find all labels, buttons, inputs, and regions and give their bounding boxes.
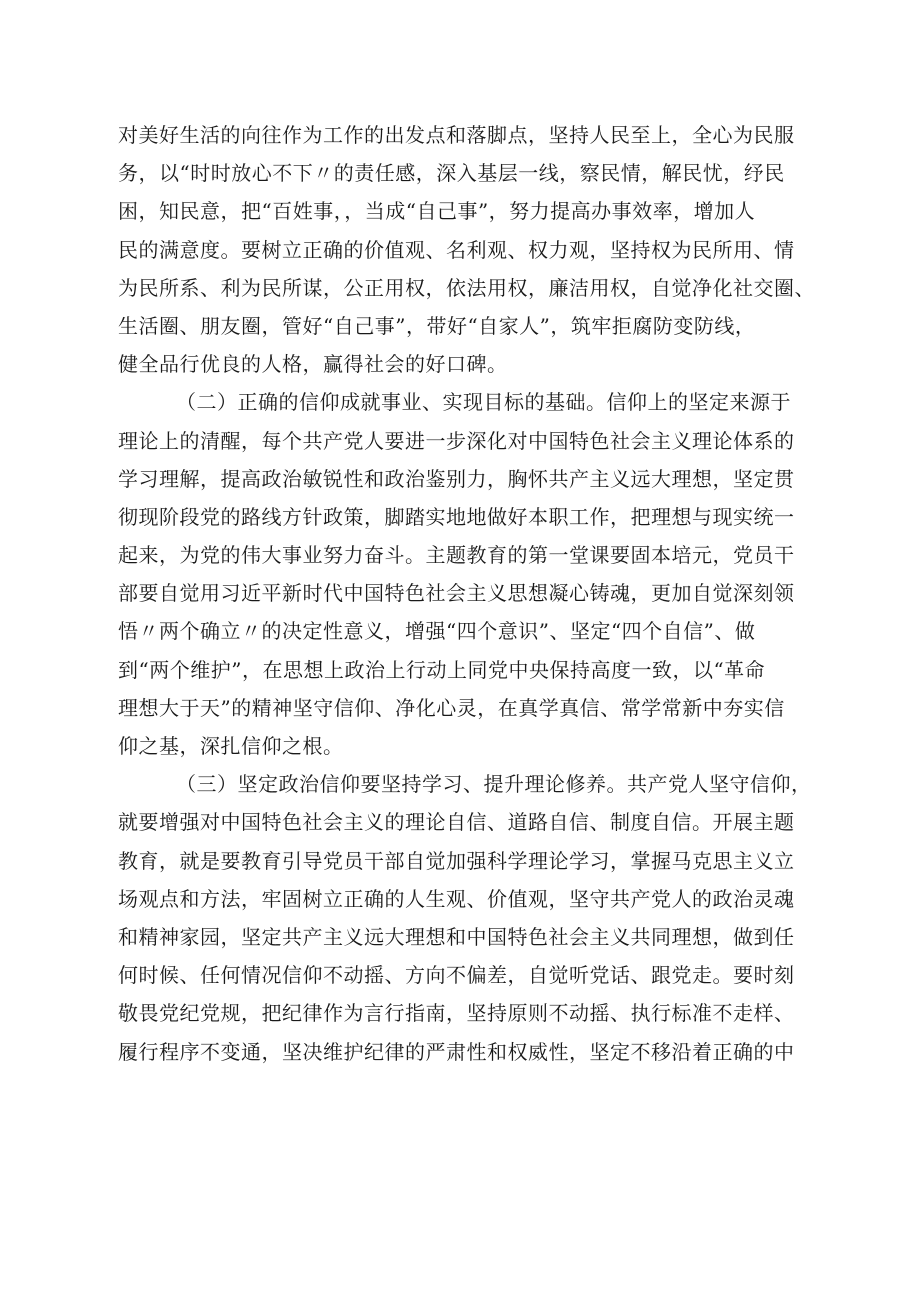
text-line: 场观点和方法，牢固树立正确的人生观、价值观，坚守共产党人的政治灵魂 xyxy=(118,886,795,911)
text-line: 健全品行优良的人格，赢得社会的好口碑。 xyxy=(118,352,508,377)
text-line: 彻现阶段党的路线方针政策，脚踏实地地做好本职工作，把理想与现实统一 xyxy=(118,504,795,529)
text-line: 学习理解，提高政治敏锐性和政治鉴别力，胸怀共产主义远大理想，坚定贯 xyxy=(118,466,795,491)
text-line: 教育，就是要教育引导党员干部自觉加强科学理论学习，掌握马克思主义立 xyxy=(118,848,795,873)
paragraph-3 xyxy=(118,765,818,1071)
text-line: 起来，为党的伟大事业努力奋斗。主题教育的第一堂课要固本培元，党员干 xyxy=(118,543,795,568)
text-line: 仰之基，深扎信仰之根。 xyxy=(118,734,344,758)
text-line: 和精神家园，坚定共产主义远大理想和中国特色社会主义共同理想，做到任 xyxy=(118,924,795,949)
text-line: 困，知民意，把“百姓事，，当成“自己事”，努力提高办事效率，增加人 xyxy=(118,199,756,224)
text-line: 生活圈、朋友圈，管好“自己事”，带好“自家人”，筑牢拒腐防变防线， xyxy=(118,313,756,338)
text-line: 务，以“时时放心不下〃的责任感，深入基层一线，察民情，解民忧，纾民 xyxy=(118,161,785,186)
paragraph-2 xyxy=(118,383,818,765)
text-line: 理想大于天”的精神坚守信仰、净化心灵，在真学真信、常学常新中夯实信 xyxy=(118,695,785,720)
text-line: 敬畏党纪党规，把纪律作为言行指南，坚持原则不动摇、执行标准不走样、 xyxy=(118,1001,795,1026)
text-line: 民的满意度。要树立正确的价值观、名利观、权力观，坚持权为民所用、情 xyxy=(118,237,795,262)
text-line: 部要自觉用习近平新时代中国特色社会主义思想凝心铸魂，更加自觉深刻领 xyxy=(118,581,795,606)
paragraph-1 xyxy=(118,116,818,383)
document-body xyxy=(118,116,818,1071)
text-line: 理论上的清醒，每个共产党人要进一步深化对中国特色社会主义理论体系的 xyxy=(118,428,795,453)
text-line: 为民所系、利为民所谋，公正用权，依法用权，廉洁用权，自觉净化社交圈、 xyxy=(118,275,815,300)
text-line: （三）坚定政治信仰要坚持学习、提升理论修养。共产党人坚守信仰， xyxy=(176,772,812,797)
text-line: 履行程序不变通，坚决维护纪律的严肃性和权威性，坚定不移沿着正确的中 xyxy=(118,1039,795,1064)
text-line: 悟〃两个确立〃的决定性意义，增强“四个意识”、坚定“四个自信”、做 xyxy=(118,619,756,644)
text-line: （二）正确的信仰成就事业、实现目标的基础。信仰上的坚定来源于 xyxy=(176,390,791,415)
text-line: 何时候、任何情况信仰不动摇、方向不偏差，自觉听党话、跟党走。要时刻 xyxy=(118,963,795,988)
text-line: 就要增强对中国特色社会主义的理论自信、道路自信、制度自信。开展主题 xyxy=(118,810,795,835)
text-line: 到“两个维护”，在思想上政治上行动上同党中央保持高度一致，以“革命 xyxy=(118,657,766,682)
text-line: 对美好生活的向往作为工作的出发点和落脚点，坚持人民至上，全心为民服 xyxy=(118,123,795,147)
